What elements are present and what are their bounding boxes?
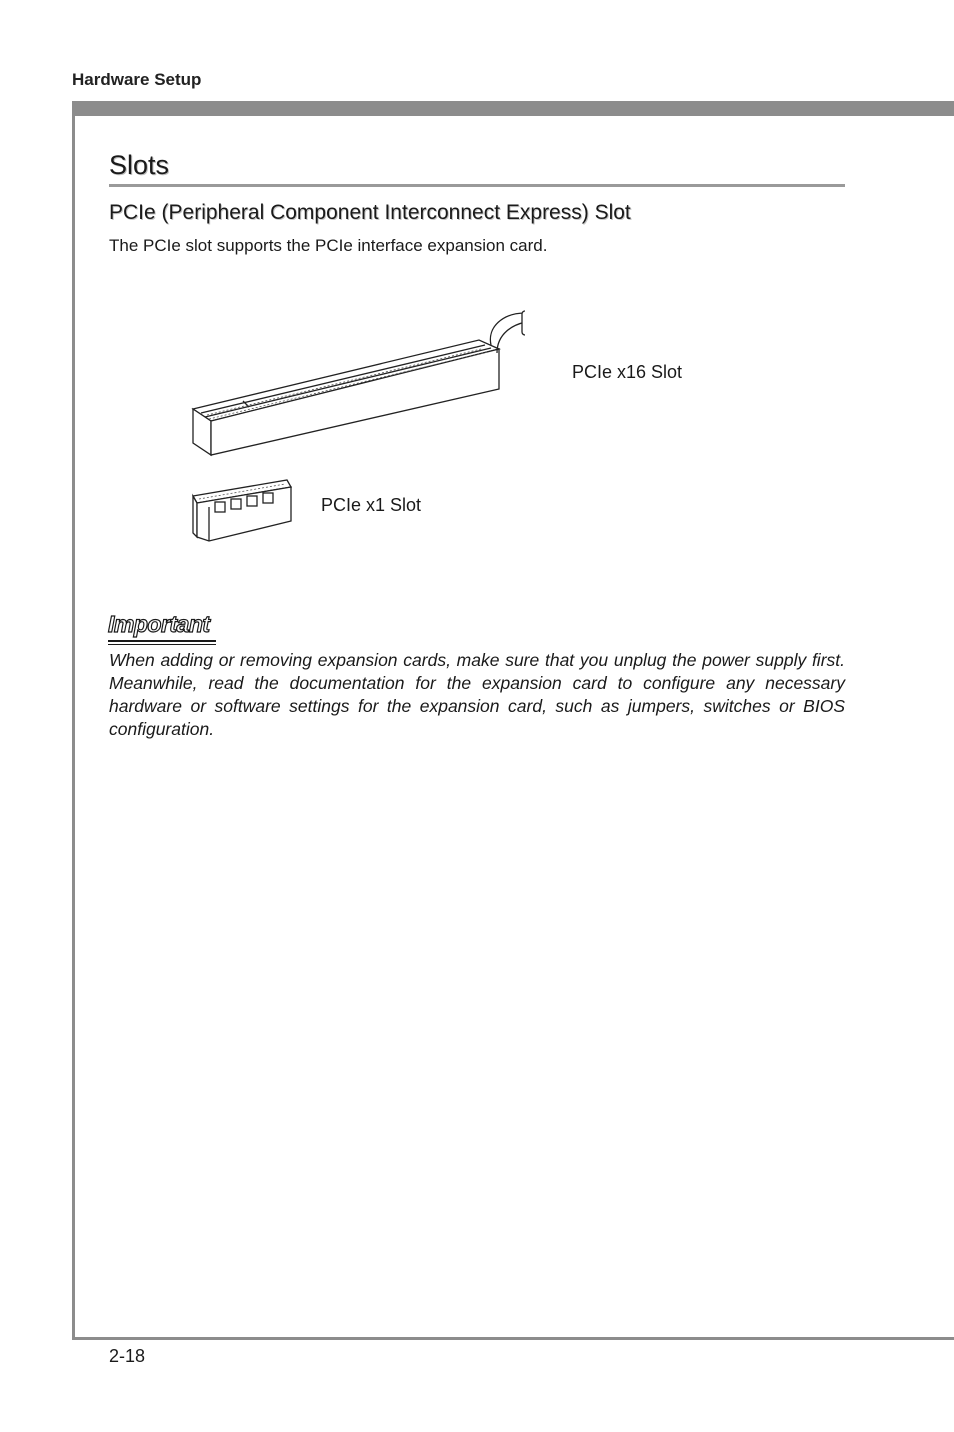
important-note-text: When adding or removing expansion cards, make sure that you unplug the power supply first. Meanwhile, read the documentation for the expansion card to configure any necessary hardware or software settings for the expansion card, such as jumpers, switches or BIOS configuration. — [109, 650, 845, 739]
page-bottom-rule — [72, 1337, 954, 1340]
intro-paragraph: The PCIe slot supports the PCIe interface expansion card. — [109, 236, 548, 255]
subsection-title: PCIe (Peripheral Component Interconnect Express) Slot — [109, 201, 631, 224]
section-title-underline — [109, 184, 845, 187]
important-underline-secondary — [108, 644, 216, 645]
page-number: 2-18 — [109, 1346, 146, 1366]
header-bar — [72, 101, 954, 116]
pcie-x16-slot-label: PCIe x16 Slot — [572, 362, 683, 382]
important-underline — [108, 640, 216, 642]
page-left-rule — [72, 101, 75, 1340]
pcie-x16-slot-drawing — [193, 281, 525, 455]
important-heading: Important — [108, 611, 210, 637]
pcie-x1-slot-label: PCIe x1 Slot — [321, 495, 422, 515]
section-title: Slots — [109, 150, 170, 180]
running-header: Hardware Setup — [72, 70, 202, 89]
pcie-x1-slot-drawing — [193, 480, 291, 541]
